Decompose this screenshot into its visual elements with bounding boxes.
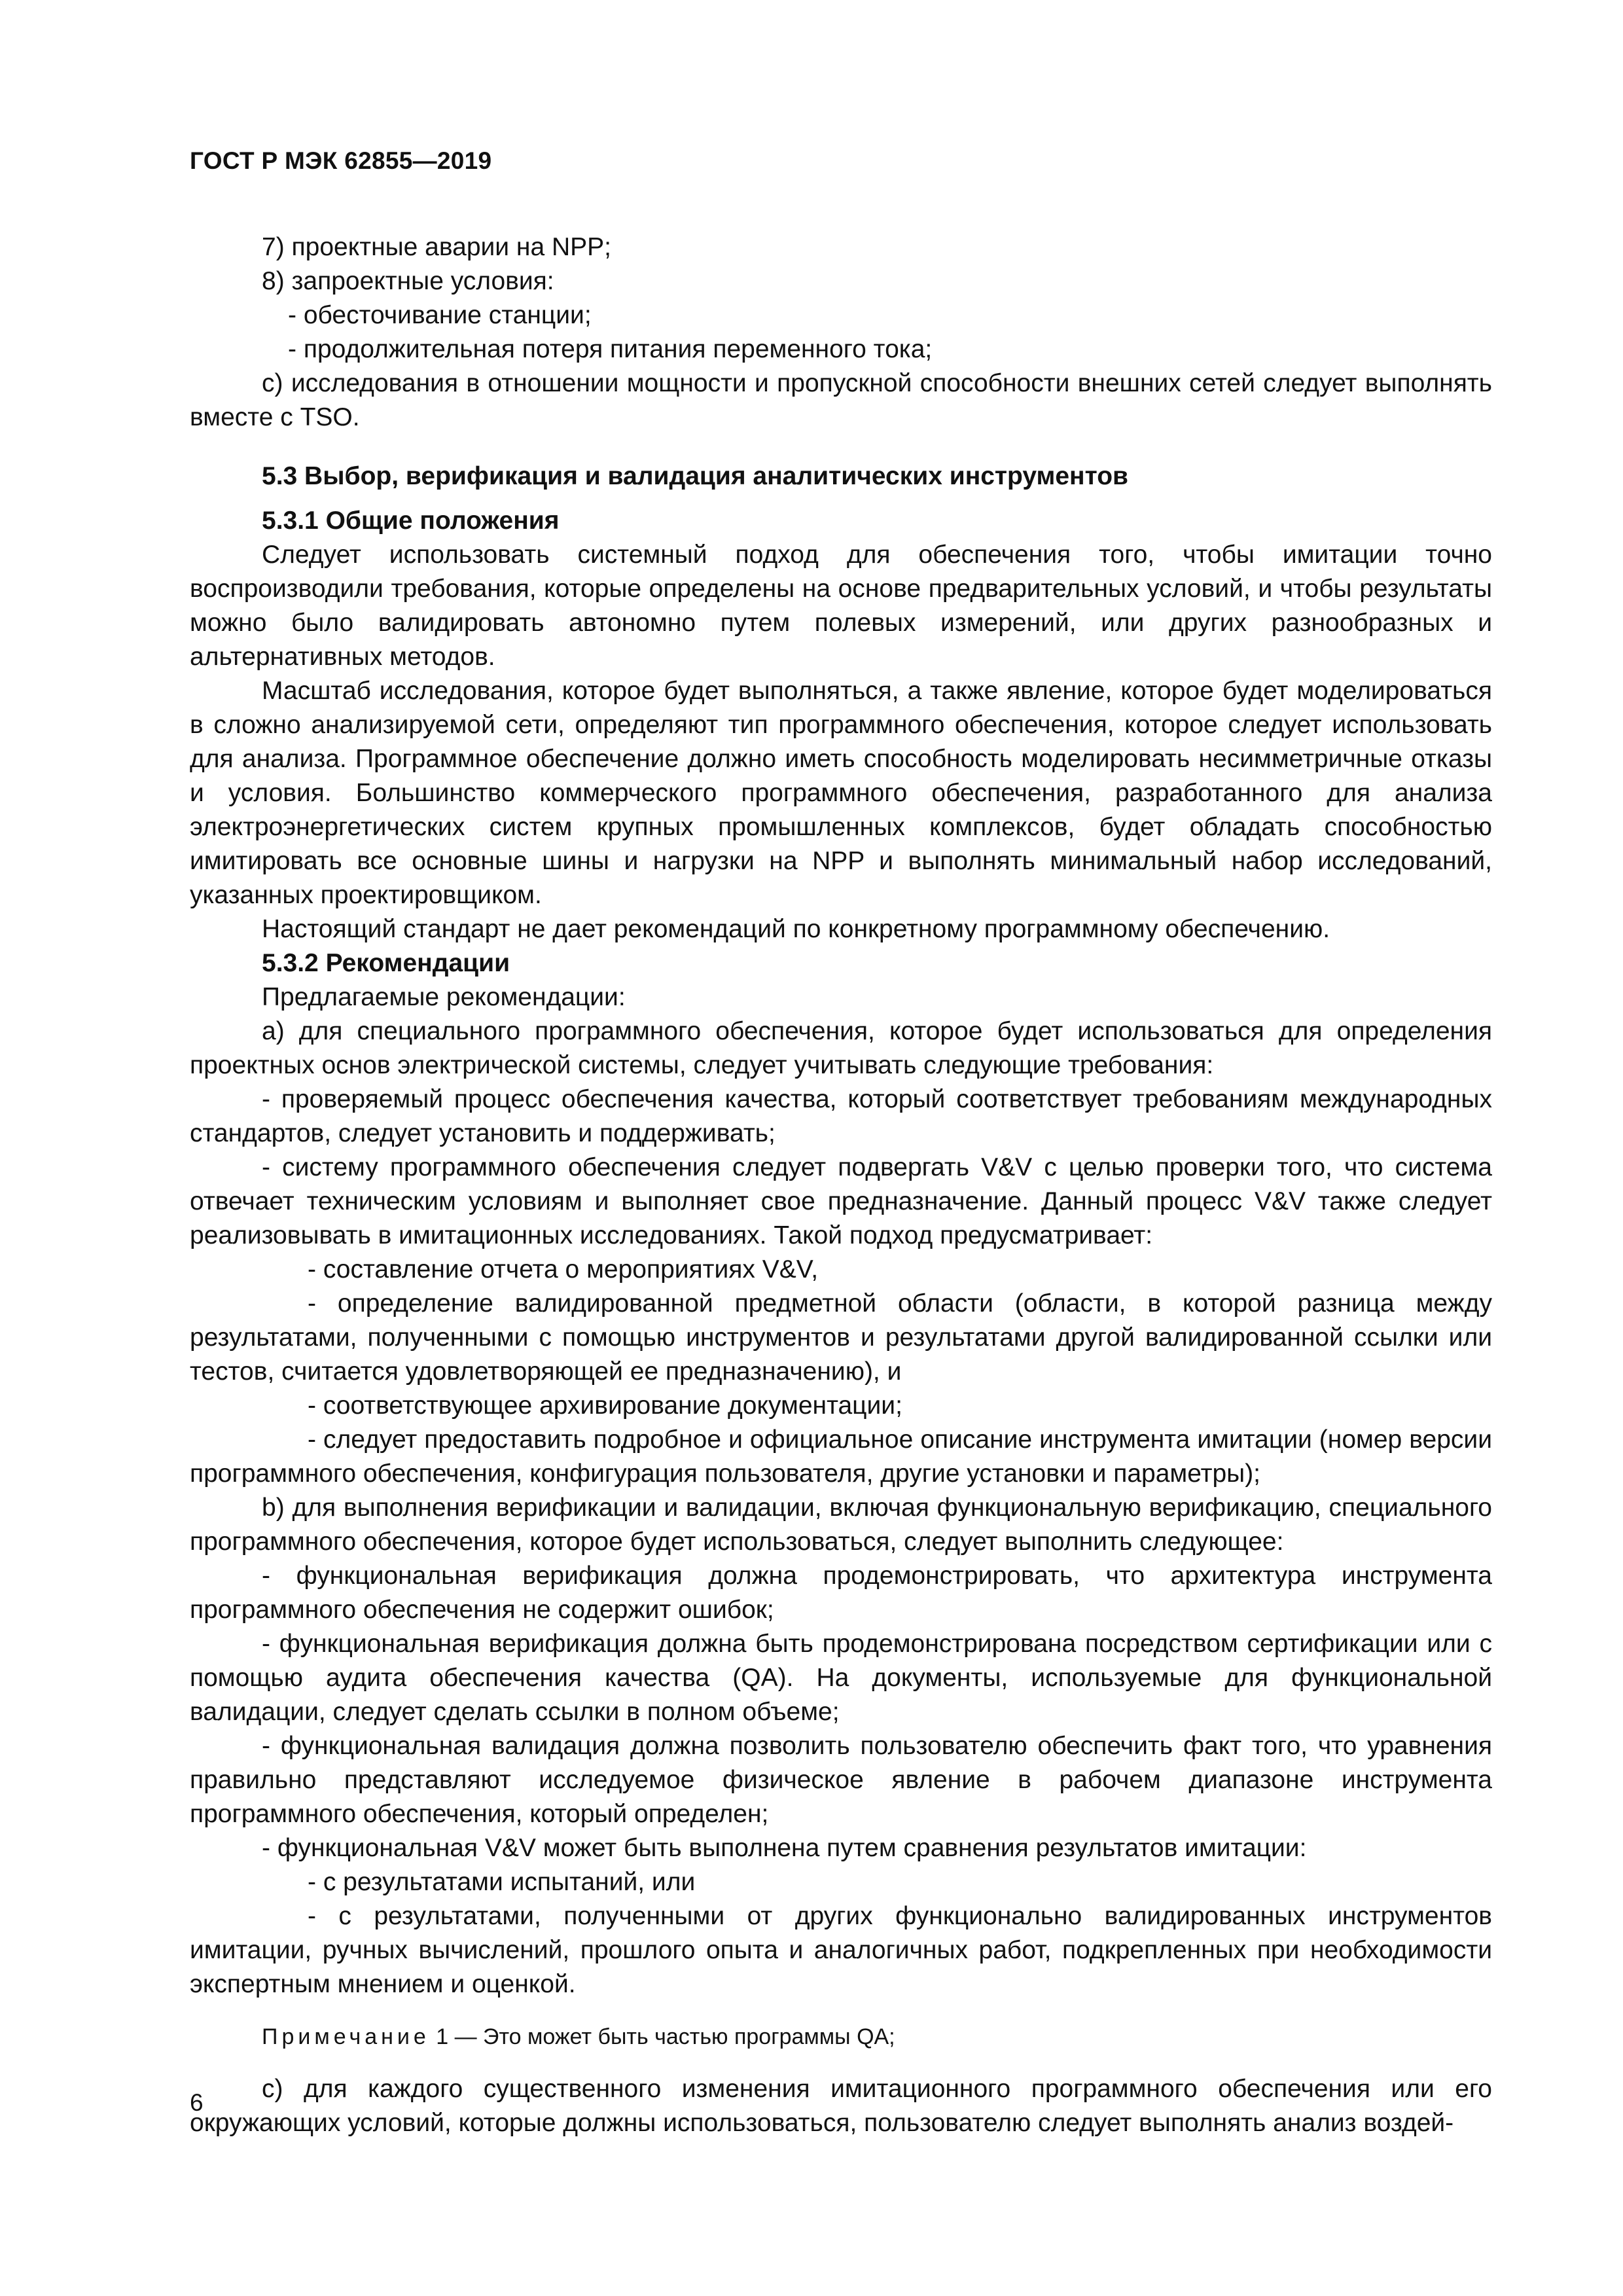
paragraph: b) для выполнения верификации и валидации, включая функциональную верификацию, специального программного обеспечения, которое будет использоваться, следует выполнить следующее: bbox=[190, 1494, 1492, 1556]
section-heading-5-3-1: 5.3.1 Общие положения bbox=[262, 507, 560, 535]
paragraph: Масштаб исследования, которое будет выполняться, а также явление, которое будет моделироваться в сложно анализируемой сети, определяют тип программного обеспечения, которое следует использовать для анализа. Программное обеспечение должно иметь способность моделировать несимметричные отказы и условия. Большинство коммерческого программного обеспечения, разработанного для анализа электроэнергетических систем крупных промышленных комплексов, будет обладать способностью имитировать все основные шины и нагрузки на NPP и выполнять минимальный набор исследований, указанных проектировщиком. bbox=[190, 677, 1492, 909]
section-heading-5-3-2: 5.3.2 Рекомендации bbox=[262, 949, 510, 977]
paragraph: Предлагаемые рекомендации: bbox=[262, 983, 626, 1011]
section-heading-5-3: 5.3 Выбор, верификация и валидация аналитических инструментов bbox=[262, 462, 1129, 490]
list-item: - продолжительная потеря питания переменного тока; bbox=[288, 335, 933, 363]
list-item: - определение валидированной предметной области (области, в которой разница между результатами, полученными с помощью инструментов и результатами другой валидированной ссылки или тестов, считается удовлетворяющей ее предназначению), и bbox=[190, 1289, 1492, 1386]
list-item: - следует предоставить подробное и официальное описание инструмента имитации (номер версии программного обеспечения, конфигурация пользователя, другие установки и параметры); bbox=[190, 1426, 1492, 1488]
list-item: 7) проектные аварии на NPP; bbox=[262, 233, 612, 261]
list-item: - функциональная V&V может быть выполнена путем сравнения результатов имитации: bbox=[262, 1834, 1307, 1862]
paragraph: c) исследования в отношении мощности и пропускной способности внешних сетей следует выполнять вместе с TSO. bbox=[190, 369, 1492, 431]
list-item: - обесточивание станции; bbox=[288, 301, 592, 329]
list-item: - соответствующее архивирование документации; bbox=[308, 1391, 902, 1420]
paragraph: Следует использовать системный подход для обеспечения того, чтобы имитации точно воспроизводили требования, которые определены на основе предварительных условий, и чтобы результаты можно было валидировать автономно путем полевых измерений, или других разнообразных и альтернативных методов. bbox=[190, 541, 1492, 671]
paragraph: a) для специального программного обеспечения, которое будет использоваться для определения проектных основ электрической системы, следует учитывать следующие требования: bbox=[190, 1017, 1492, 1079]
list-item: - составление отчета о мероприятиях V&V, bbox=[308, 1255, 819, 1283]
list-item: - функциональная верификация должна быть продемонстрирована посредством сертификации или с помощью аудита обеспечения качества (QA). На документы, используемые для функциональной валидации, следует сделать ссылки в полном объеме; bbox=[190, 1630, 1492, 1726]
list-item: - проверяемый процесс обеспечения качества, который соответствует требованиям международных стандартов, следует установить и поддерживать; bbox=[190, 1085, 1492, 1147]
document-header: ГОСТ Р МЭК 62855—2019 bbox=[190, 147, 492, 174]
paragraph: Настоящий стандарт не дает рекомендаций по конкретному программному обеспечению. bbox=[262, 915, 1330, 943]
list-item: - систему программного обеспечения следует подвергать V&V с целью проверки того, что система отвечает техническим условиям и выполняет свое предназначение. Данный процесс V&V также следует реализовывать в имитационных исследованиях. Такой подход предусматривает: bbox=[190, 1153, 1492, 1249]
note-label: Примечание bbox=[262, 2024, 430, 2049]
page-content bbox=[190, 230, 1492, 2140]
page-number: 6 bbox=[190, 2089, 204, 2116]
note-text: 1 — Это может быть частью программы QA; bbox=[436, 2024, 895, 2049]
list-item: 8) запроектные условия: bbox=[262, 267, 554, 295]
note bbox=[190, 2020, 1492, 2054]
list-item: - функциональная верификация должна продемонстрировать, что архитектура инструмента программного обеспечения не содержит ошибок; bbox=[190, 1562, 1492, 1624]
list-item: - функциональная валидация должна позволить пользователю обеспечить факт того, что уравнения правильно представляют исследуемое физическое явление в рабочем диапазоне инструмента программного обеспечения, который определен; bbox=[190, 1732, 1492, 1828]
list-item: - с результатами, полученными от других функционально валидированных инструментов имитации, ручных вычислений, прошлого опыта и аналогичных работ, подкрепленных при необходимости экспертным мнением и оценкой. bbox=[190, 1902, 1492, 1998]
paragraph: c) для каждого существенного изменения имитационного программного обеспечения или его окружающих условий, которые должны использоваться, пользователю следует выполнять анализ воздей- bbox=[190, 2075, 1492, 2137]
list-item: - с результатами испытаний, или bbox=[308, 1868, 696, 1896]
